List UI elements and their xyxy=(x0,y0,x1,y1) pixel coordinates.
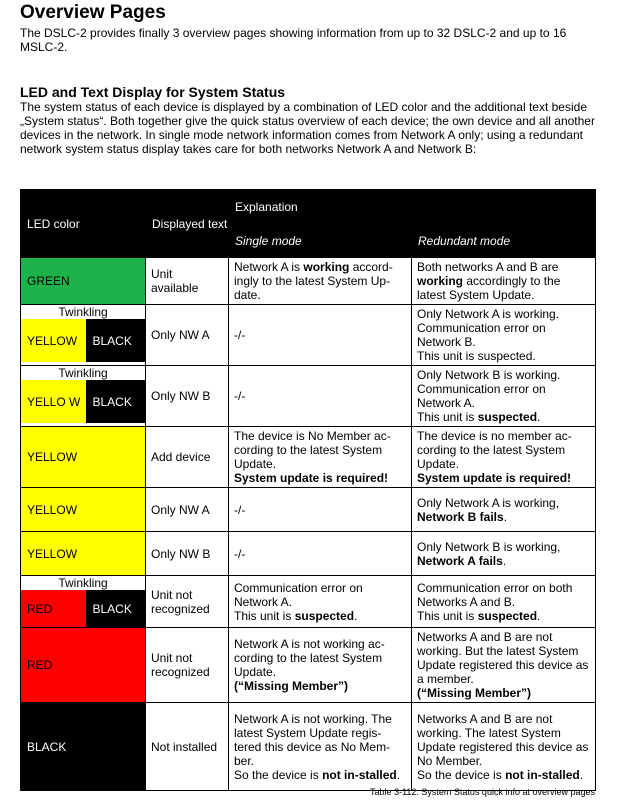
single-mode-cell: -/- xyxy=(229,532,412,576)
twinkling-label: Twinkling xyxy=(21,305,145,319)
table-row xyxy=(21,576,596,628)
twinkling-label: Twinkling xyxy=(21,366,145,380)
led-cell-yellow: YELLOW xyxy=(21,488,146,532)
table-row xyxy=(21,628,596,703)
displayed-text-cell: Not installed xyxy=(146,703,229,791)
single-mode-cell: Network A is not working ac-cording to the latest System Update. (“Missing Member”) xyxy=(229,628,412,703)
redundant-mode-cell: Communication error on both Networks A and B. This unit is suspected. xyxy=(412,576,596,628)
displayed-text-cell: Only NW A xyxy=(146,488,229,532)
header-single-mode: Single mode xyxy=(229,224,412,258)
led-cell-twinkling xyxy=(21,366,146,427)
single-mode-cell: -/- xyxy=(229,366,412,427)
displayed-text-cell: Only NW B xyxy=(146,366,229,427)
displayed-text-cell: Only NW A xyxy=(146,305,229,366)
table-caption: Table 3-112: System Status quick info at overview pages xyxy=(370,787,595,797)
led-yellow-segment: YELLO W xyxy=(21,380,86,423)
single-mode-cell: Network A is not working. The latest System Update regis-tered this device as No Mem-ber. So the device is not in-stalled. xyxy=(229,703,412,791)
header-led-color: LED color xyxy=(21,190,146,258)
header-displayed-text: Displayed text xyxy=(146,190,229,258)
redundant-mode-cell: Networks A and B are not working. But the latest System Update registered this device as a member. (“Missing Member”) xyxy=(412,628,596,703)
table-row xyxy=(21,532,596,576)
system-status-table xyxy=(20,189,596,791)
led-cell-twinkling xyxy=(21,305,146,366)
redundant-mode-cell: Networks A and B are not working. The latest System Update registered this device as No Member. So the device is not in-stalled. xyxy=(412,703,596,791)
led-black-segment: BLACK xyxy=(86,319,145,362)
led-cell-twinkling xyxy=(21,576,146,628)
single-mode-cell: -/- xyxy=(229,488,412,532)
redundant-mode-cell: Both networks A and B are working accordingly to the latest System Update. xyxy=(412,258,596,305)
displayed-text-cell: Add device xyxy=(146,427,229,488)
header-redundant-mode: Redundant mode xyxy=(412,224,596,258)
table-row xyxy=(21,703,596,791)
overview-title: Overview Pages xyxy=(20,2,166,23)
single-mode-cell: Communication error on Network A. This unit is suspected. xyxy=(229,576,412,628)
header-explanation: Explanation xyxy=(229,190,596,224)
table-row xyxy=(21,258,596,305)
redundant-mode-cell: Only Network B is working. Communication error on Network A. This unit is suspected. xyxy=(412,366,596,427)
single-mode-cell: The device is No Member ac-cording to the latest System Update. System update is required! xyxy=(229,427,412,488)
redundant-mode-cell: Only Network A is working. Communication error on Network B. This unit is suspected. xyxy=(412,305,596,366)
led-cell-yellow: YELLOW xyxy=(21,427,146,488)
led-cell-yellow: YELLOW xyxy=(21,532,146,576)
led-section-text: The system status of each device is displayed by a combination of LED color and the additional text beside „System status“. Both together give the quick status overview of each device; the own device and all another devices in the network. In single mode network information comes from Network A only; using a redundant network system status display takes care for both networks Network A and Network B: xyxy=(20,100,595,156)
led-cell-red: RED xyxy=(21,628,146,703)
led-black-segment: BLACK xyxy=(86,590,145,627)
redundant-mode-cell: Only Network A is working, Network B fails. xyxy=(412,488,596,532)
table-row xyxy=(21,427,596,488)
table-row xyxy=(21,366,596,427)
twinkling-label: Twinkling xyxy=(21,576,145,590)
redundant-mode-cell: The device is no member ac-cording to the latest System Update. System update is required! xyxy=(412,427,596,488)
displayed-text-cell: Unit not recognized xyxy=(146,628,229,703)
displayed-text-cell: Unit not recognized xyxy=(146,576,229,628)
overview-text: The DSLC-2 provides finally 3 overview pages showing information from up to 32 DSLC-2 and up to 16 MSLC-2. xyxy=(20,26,567,54)
led-red-segment: RED xyxy=(21,590,86,627)
led-cell-black: BLACK xyxy=(21,703,146,791)
table-row xyxy=(21,305,596,366)
single-mode-cell: Network A is working accord-ingly to the latest System Up-date. xyxy=(229,258,412,305)
led-section-title: LED and Text Display for System Status xyxy=(20,84,286,100)
redundant-mode-cell: Only Network B is working, Network A fails. xyxy=(412,532,596,576)
led-cell-green: GREEN xyxy=(21,258,146,305)
led-yellow-segment: YELLOW xyxy=(21,319,86,362)
table-row xyxy=(21,488,596,532)
displayed-text-cell: Unit available xyxy=(146,258,229,305)
led-black-segment: BLACK xyxy=(86,380,145,423)
single-mode-cell: -/- xyxy=(229,305,412,366)
displayed-text-cell: Only NW B xyxy=(146,532,229,576)
